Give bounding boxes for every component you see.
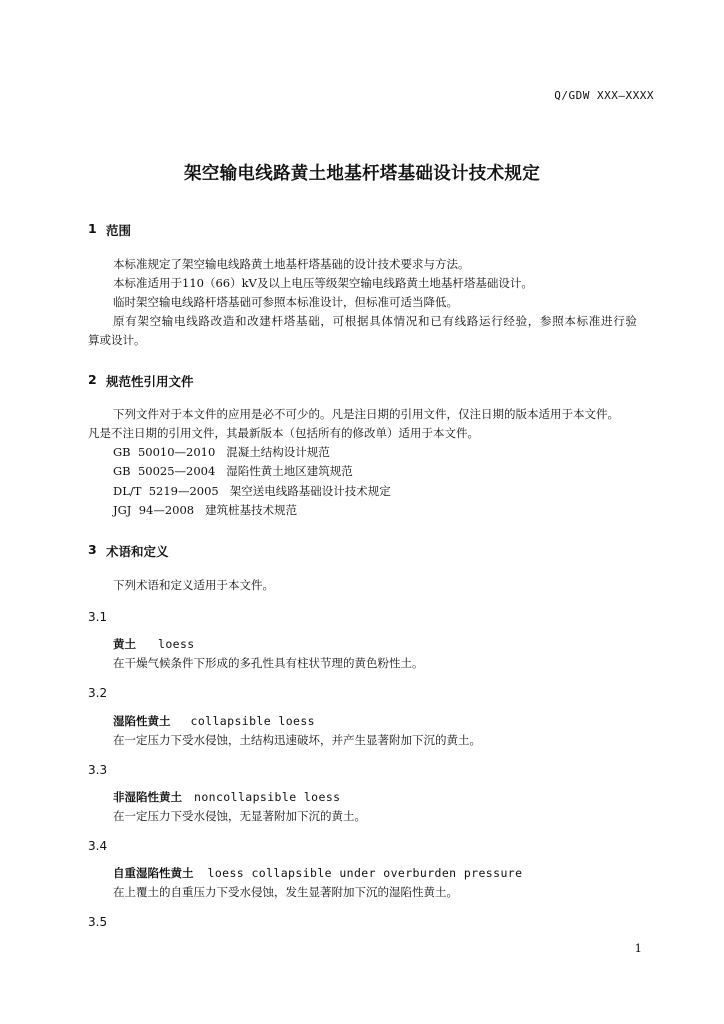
term-chinese: 黄土	[113, 637, 136, 651]
term-number: 3.1	[88, 610, 108, 624]
document-title: 架空输电线路黄土地基杆塔基础设计技术规定	[184, 164, 540, 184]
term-heading	[113, 865, 522, 881]
section-2-number: 2	[88, 372, 97, 387]
term-english: noncollapsible loess	[194, 790, 341, 804]
normative-reference: GB 50010—2010 混凝土结构设计规范	[113, 445, 330, 459]
section-1-paragraph: 本标准规定了架空输电线路黄土地基杆塔基础的设计技术要求与方法。	[113, 257, 470, 271]
section-1-number: 1	[88, 221, 97, 236]
normative-reference: JGJ 94—2008 建筑桩基技术规范	[113, 503, 298, 517]
section-1-paragraph: 原有架空输电线路改造和改建杆塔基础，可根据具体情况和已有线路运行经验，参照本标准进行验	[113, 314, 638, 328]
term-definition: 在干燥气候条件下形成的多孔性具有柱状节理的黄色粉性土。	[113, 656, 424, 670]
term-number: 3.4	[88, 839, 108, 853]
document-code: Q/GDW XXX—XXXX	[554, 89, 654, 102]
term-number: 3.2	[88, 686, 108, 700]
term-chinese: 非湿陷性黄土	[113, 790, 182, 804]
term-definition: 在上覆土的自重压力下受水侵蚀，发生显著附加下沉的湿陷性黄土。	[113, 885, 458, 899]
section-3-intro: 下列术语和定义适用于本文件。	[113, 578, 274, 592]
term-number: 3.3	[88, 763, 108, 777]
section-1-paragraph: 本标准适用于110（66）kV及以上电压等级架空输电线路黄土地基杆塔基础设计。	[113, 276, 533, 290]
term-english: loess collapsible under overburden pressure	[207, 866, 523, 880]
term-heading	[113, 713, 315, 729]
term-definition: 在一定压力下受水侵蚀，无显著附加下沉的黄土。	[113, 809, 366, 823]
term-heading	[113, 789, 340, 805]
term-number: 3.5	[88, 915, 108, 929]
term-english: collapsible loess	[190, 714, 316, 728]
section-2-title: 规范性引用文件	[106, 374, 194, 389]
term-english: loess	[158, 637, 195, 651]
section-2-intro-continued: 凡是不注日期的引用文件，其最新版本（包括所有的修改单）适用于本文件。	[88, 426, 479, 440]
section-3-title: 术语和定义	[106, 544, 169, 559]
section-2-intro: 下列文件对于本文件的应用是必不可少的。凡是注日期的引用文件，仅注日期的版本适用于本文件。	[113, 407, 619, 421]
section-1-paragraph-continued: 算或设计。	[88, 333, 146, 347]
normative-reference: GB 50025—2004 湿陷性黄土地区建筑规范	[113, 464, 353, 478]
page-number: 1	[634, 941, 642, 955]
term-chinese: 湿陷性黄土	[113, 714, 171, 728]
term-definition: 在一定压力下受水侵蚀，土结构迅速破坏，并产生显著附加下沉的黄土。	[113, 733, 481, 747]
normative-reference: DL/T 5219—2005 架空送电线路基础设计技术规定	[113, 484, 391, 498]
section-3-number: 3	[88, 542, 97, 557]
term-heading	[113, 636, 195, 652]
section-1-paragraph: 临时架空输电线路杆塔基础可参照本标准设计，但标准可适当降低。	[113, 295, 458, 309]
term-chinese: 自重湿陷性黄土	[113, 866, 194, 880]
section-1-title: 范围	[106, 223, 132, 238]
